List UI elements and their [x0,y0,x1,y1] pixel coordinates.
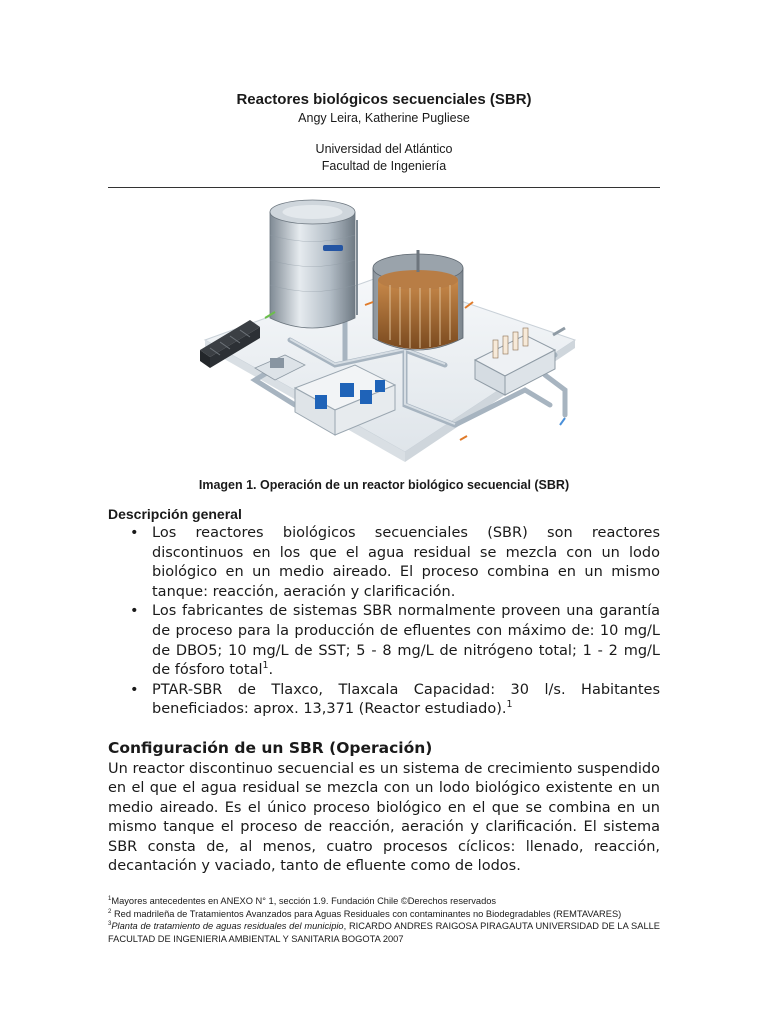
configuration-paragraph: Un reactor discontinuo secuencial es un sistema de crecimiento suspendido en el que el agua residual se mezcla con un lodo biológico existente en un medio aireado. Es el único proceso biológico en el que se combina en un mismo tanque el proceso de reacción, aeración y clarificación. El sistema SBR consta de, al menos, cuatro procesos cíclicos: llenado, reacción, decantación y vaciado, tanto de efluente como de lodos. [108,761,660,875]
footnote-ref: 1 [506,699,513,711]
bullet-dot-icon: • [130,681,139,698]
storage-silo [270,200,357,328]
bullet-text: Los reactores biológicos secuenciales (SBR) son reactores discontinuos en los que el agua residual se mezcla con un lodo biológico en un medio aireado. El proceso combina en un mismo tanque: reacción, aeración y clarificación. [152,525,660,600]
sbr-reactor [373,250,463,350]
list-item [108,602,660,680]
footnote-ref: 1 [262,660,269,672]
footnotes [108,895,660,945]
document-title: Reactores biológicos secuenciales (SBR) [236,91,532,108]
footnote-mark: 2 [108,908,112,915]
footnote-italic-title: Planta de tratamiento de aguas residuales del municipio [111,921,344,932]
footnote-text: , RICARDO ANDRES RAIGOSA PIRAGAUTA UNIVERSIDAD DE LA SALLE FACULTAD DE INGENIERIA AMBIENTAL Y SANITARIA BOGOTA 2007 [108,921,660,944]
document-authors: Angy Leira, Katherine Pugliese [298,111,470,125]
bullet-text: Los fabricantes de sistemas SBR normalmente proveen una garantía de proceso para la producción de efluentes con máximo de: 10 mg/L de DBO5; 10 mg/L de SST; 5 - 8 mg/L de nitrógeno total; 1 - 2 mg/L de fósforo total [152,603,660,679]
description-bullet-list [108,524,660,720]
footnote-mark: 1 [108,895,112,902]
bullet-text: PTAR-SBR de Tlaxco, Tlaxcala Capacidad: 30 l/s. Habitantes beneficiados: aprox. 13,371 (Reactor estudiado). [152,681,660,718]
university-name: Universidad del Atlántico [315,142,453,156]
faculty-name: Facultad de Ingeniería [321,159,447,173]
sbr-plant-illustration [195,190,580,468]
bullet-text-tail: . [268,662,274,679]
figure-caption: Imagen 1. Operación de un reactor biológico secuencial (SBR) [198,478,570,492]
footnote-text: Mayores antecedentes en ANEXO N° 1, sección 1.9. Fundación Chile ©Derechos reservados [111,896,497,906]
document-header [0,90,768,175]
section-title-description: Descripción general [108,506,242,522]
footnote-1 [108,895,660,908]
header-divider [108,187,660,188]
bullet-dot-icon: • [130,525,139,541]
section-title-configuration: Configuración de un SBR (Operación) [108,739,433,757]
footnote-2 [108,908,660,921]
list-item [108,524,660,602]
bullet-dot-icon: • [130,603,139,620]
footnote-3 [108,920,660,945]
footnote-mark: 3 [108,921,112,928]
list-item [108,681,660,720]
footnote-text: Red madrileña de Tratamientos Avanzados para Aguas Residuales con contaminantes no Biodegradables (REMTAVARES) [111,908,622,919]
affiliation [0,141,768,175]
